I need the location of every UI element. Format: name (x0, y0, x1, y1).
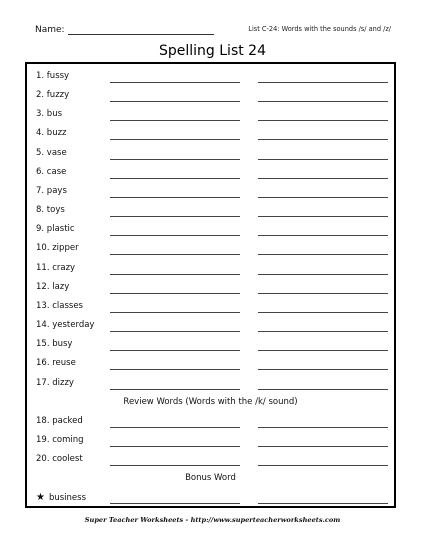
word-label: 18. packed (36, 416, 83, 426)
word-label: 20. coolest (36, 454, 83, 464)
word-label: 3. bus (36, 109, 63, 119)
bonus-word-label: business (48, 493, 87, 503)
write-line (110, 369, 240, 370)
word-label: 19. coming (36, 435, 84, 445)
write-line (110, 427, 240, 428)
bonus-heading: Bonus Word (185, 473, 236, 483)
word-row (27, 89, 394, 103)
write-line (110, 159, 240, 160)
word-row (27, 262, 394, 276)
word-label: 15. busy (36, 339, 73, 349)
spelling-box (25, 62, 396, 508)
word-row (27, 377, 394, 391)
word-row (27, 204, 394, 218)
write-line (258, 446, 388, 447)
name-blank-line (68, 26, 214, 35)
word-row (27, 300, 394, 314)
name-label: Name: (35, 25, 65, 35)
write-line (110, 216, 240, 217)
write-line (258, 139, 388, 140)
write-line (110, 197, 240, 198)
word-label: 7. pays (36, 186, 67, 196)
word-label: 6. case (36, 167, 67, 177)
word-label: 2. fuzzy (36, 90, 70, 100)
write-line (110, 350, 240, 351)
review-heading: Review Words (Words with the /k/ sound) (123, 397, 298, 407)
write-line (258, 274, 388, 275)
write-line (258, 465, 388, 466)
word-label: 10. zipper (36, 243, 79, 253)
write-line (110, 331, 240, 332)
write-line (258, 293, 388, 294)
word-row (27, 242, 394, 256)
word-row (27, 319, 394, 333)
word-label: 4. buzz (36, 128, 67, 138)
write-line (258, 389, 388, 390)
star-icon: ★ (36, 492, 45, 503)
write-line (258, 312, 388, 313)
word-row (27, 434, 394, 448)
write-line (110, 178, 240, 179)
write-line (258, 235, 388, 236)
write-line (110, 82, 240, 83)
word-row (27, 223, 394, 237)
word-row (27, 338, 394, 352)
word-row (27, 166, 394, 180)
write-line (258, 369, 388, 370)
word-row (27, 281, 394, 295)
word-row (27, 357, 394, 371)
word-label: 12. lazy (36, 282, 70, 292)
write-line (258, 82, 388, 83)
list-description: List C-24: Words with the sounds /s/ and /z/ (248, 25, 391, 33)
word-label: 8. toys (36, 205, 65, 215)
write-line (110, 312, 240, 313)
write-line (110, 274, 240, 275)
word-row (27, 453, 394, 467)
word-label: 11. crazy (36, 263, 76, 273)
footer-credit: Super Teacher Worksheets - http://www.superteacherworksheets.com (84, 516, 341, 524)
page-title: Spelling List 24 (158, 43, 266, 59)
write-line (110, 254, 240, 255)
name-row (35, 25, 214, 35)
write-line (110, 389, 240, 390)
write-line (258, 120, 388, 121)
word-row (27, 185, 394, 199)
write-line (110, 293, 240, 294)
word-label: 9. plastic (36, 224, 75, 234)
word-row (27, 127, 394, 141)
write-line (258, 254, 388, 255)
write-line (110, 120, 240, 121)
word-row (27, 70, 394, 84)
write-line (110, 139, 240, 140)
word-label: 16. reuse (36, 358, 76, 368)
write-line (110, 235, 240, 236)
write-line (258, 101, 388, 102)
write-line (258, 331, 388, 332)
write-line (258, 197, 388, 198)
write-line (258, 503, 388, 504)
word-label: 13. classes (36, 301, 83, 311)
write-line (110, 465, 240, 466)
write-line (110, 101, 240, 102)
bonus-row (27, 491, 394, 505)
write-line (258, 159, 388, 160)
write-line (258, 216, 388, 217)
word-label: 17. dizzy (36, 378, 74, 388)
word-row (27, 415, 394, 429)
word-label: 1. fussy (36, 71, 70, 81)
word-row (27, 147, 394, 161)
write-line (110, 446, 240, 447)
write-line (258, 178, 388, 179)
write-line (258, 350, 388, 351)
word-row (27, 108, 394, 122)
word-label: 14. yesterday (36, 320, 95, 330)
write-line (110, 503, 240, 504)
write-line (258, 427, 388, 428)
word-label: 5. vase (36, 148, 67, 158)
